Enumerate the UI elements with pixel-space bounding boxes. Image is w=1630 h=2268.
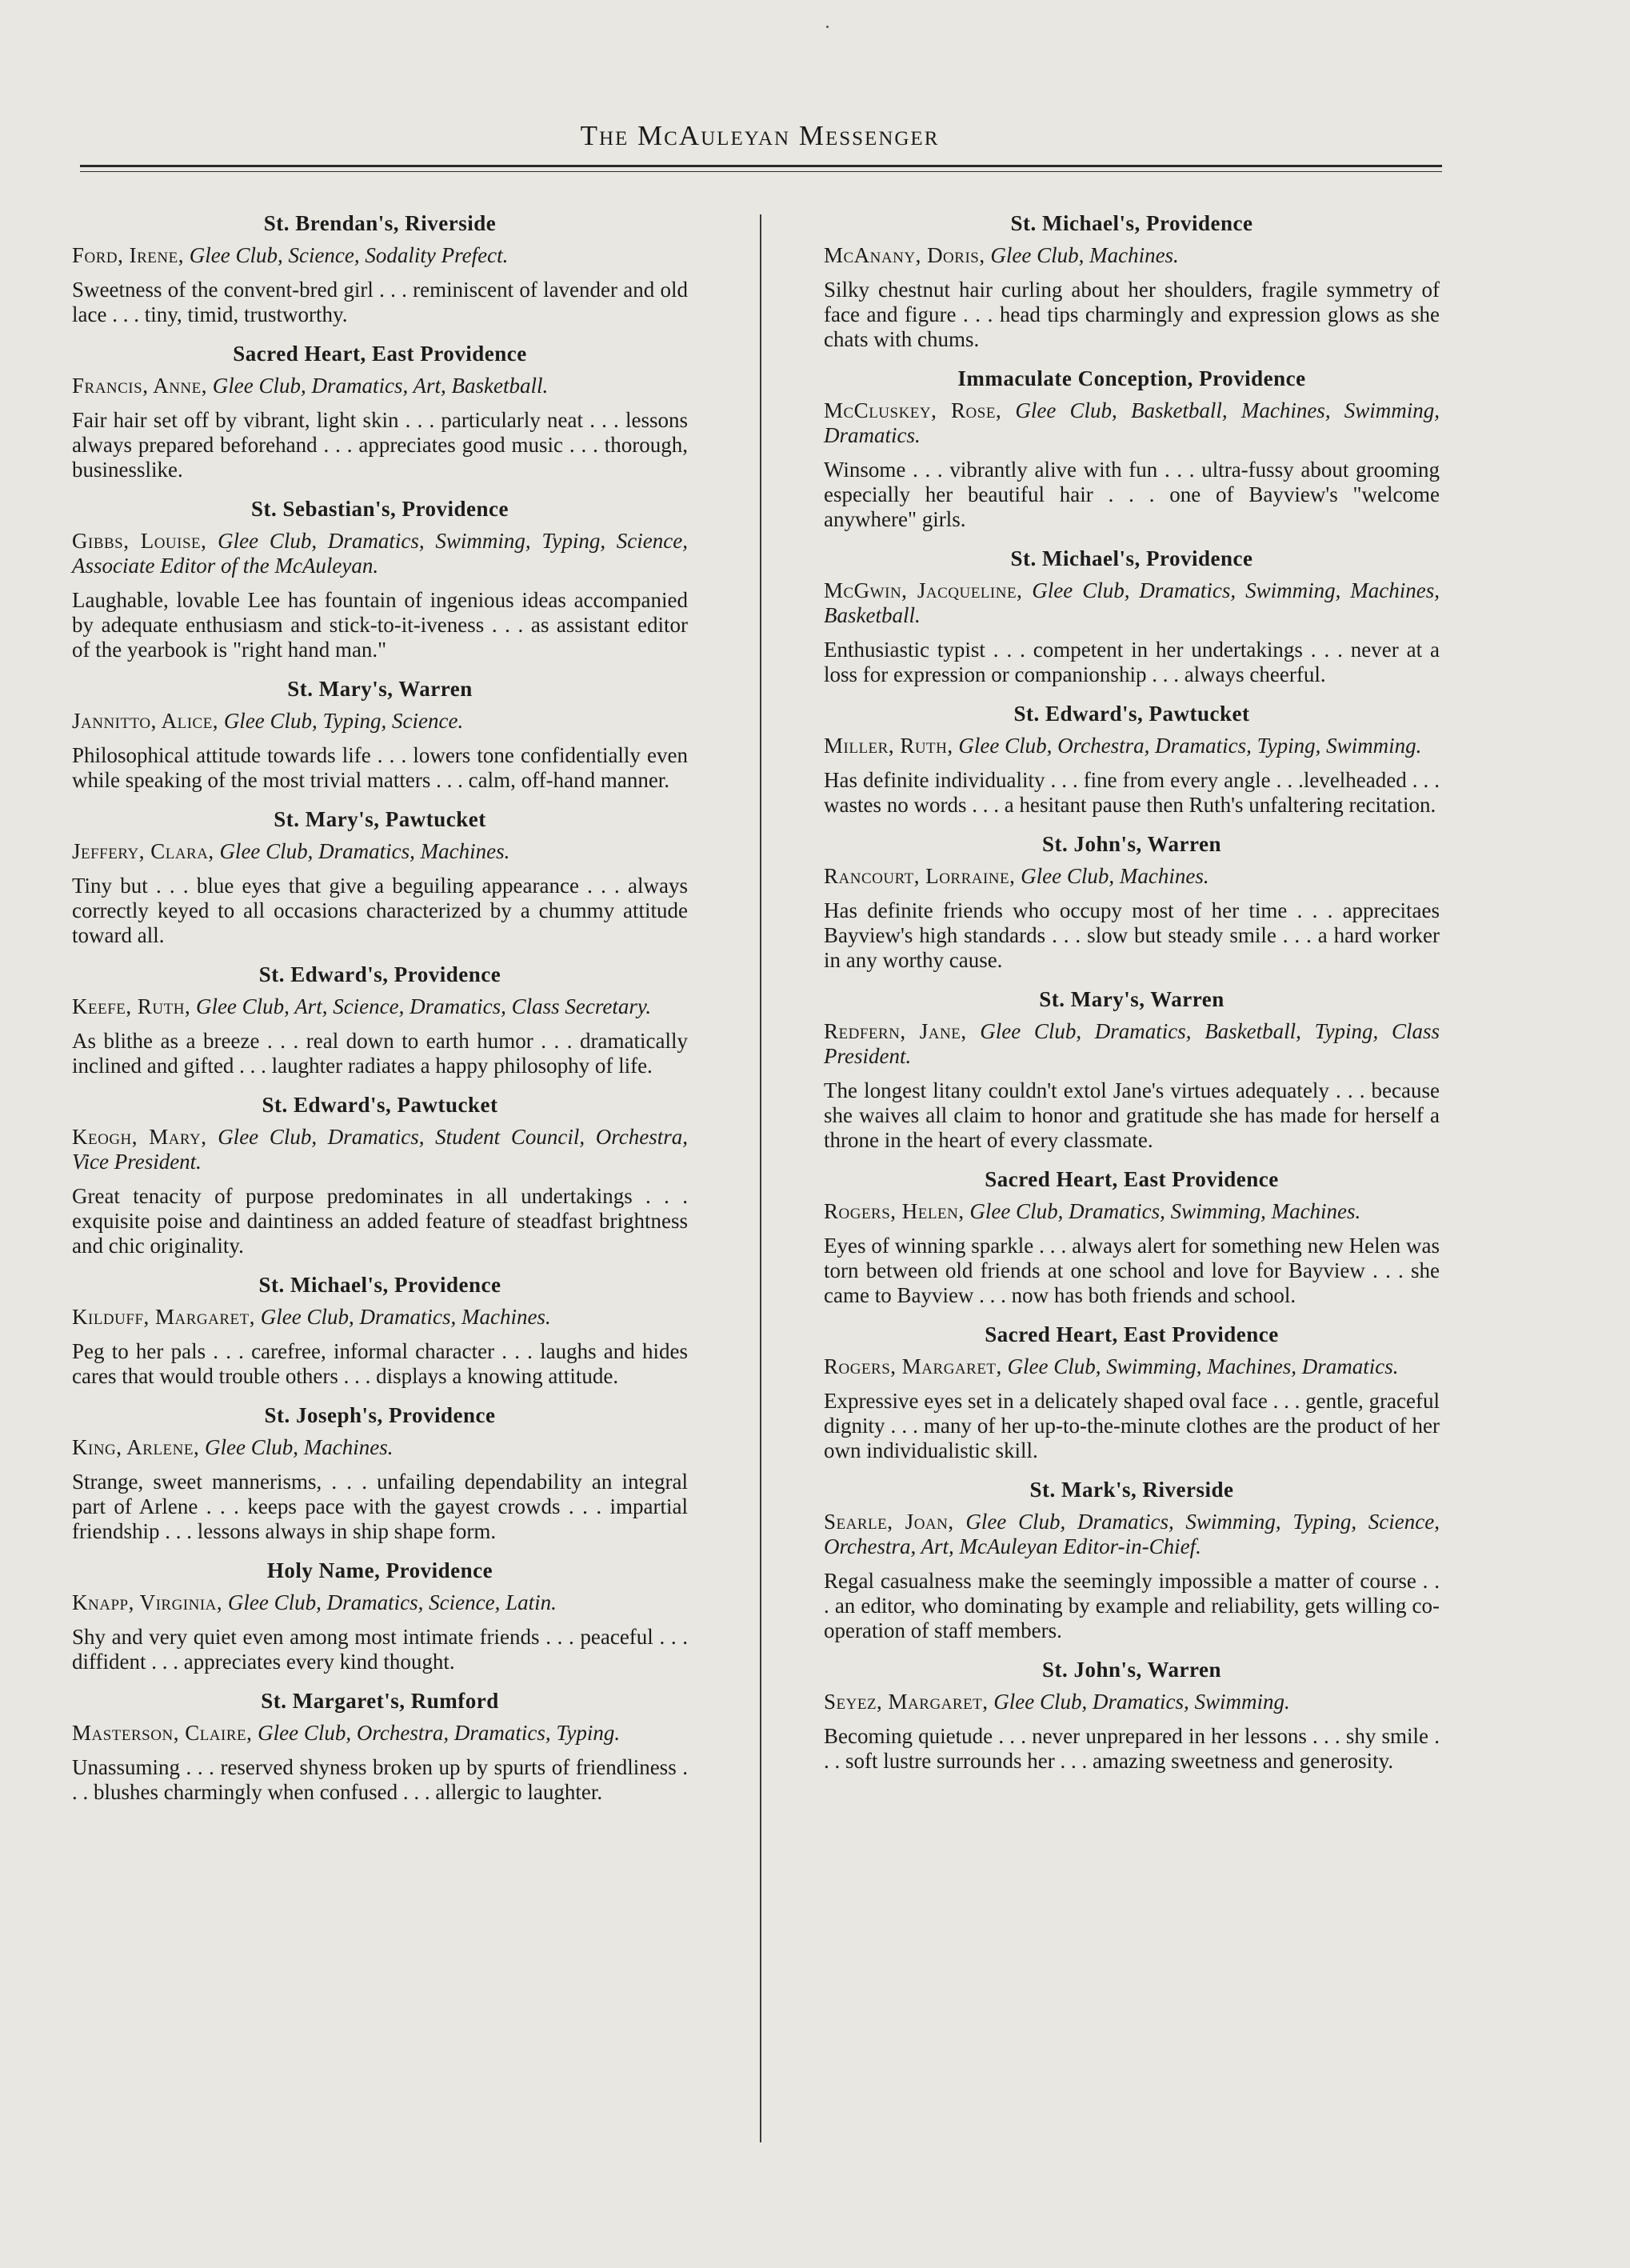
student-name: Seyez, Margaret, (824, 1690, 989, 1714)
student-entry (824, 1656, 1440, 1774)
parish-heading: St. Mary's, Warren (1039, 987, 1224, 1011)
student-name: McAnany, Doris, (824, 243, 985, 267)
student-entry (824, 1321, 1440, 1463)
student-entry (72, 210, 688, 327)
parish-heading: St. John's, Warren (1041, 1658, 1222, 1682)
student-entry (824, 700, 1440, 818)
student-name-line (824, 1354, 1440, 1379)
parish-heading: Holy Name, Providence (266, 1558, 493, 1582)
student-description: Winsome . . . vibrantly alive with fun . . . ultra-fussy about grooming especially her beautiful hair . . . one of Bayview's "welcome anywhere" girls. (824, 458, 1440, 531)
student-name: Rancourt, Lorraine, (824, 864, 1016, 888)
student-activities: Glee Club, Dramatics, Machines. (219, 839, 510, 863)
parish-heading: Sacred Heart, East Providence (985, 1322, 1279, 1346)
student-name-line (824, 1690, 1440, 1714)
student-description: Fair hair set off by vibrant, light skin . . . particularly neat . . . lessons always prepared beforehand . . . appreciates good music . . . thorough, businesslike. (72, 408, 688, 482)
student-activities: Glee Club, Science, Sodality Prefect. (189, 243, 509, 267)
student-name-line (72, 839, 688, 864)
student-name-line (72, 994, 688, 1019)
student-name-line (824, 398, 1440, 448)
student-description: Peg to her pals . . . carefree, informal character . . . laughs and hides cares that would trouble others . . . displays a knowing attitude. (72, 1339, 688, 1388)
student-entry (824, 210, 1440, 352)
student-activities: Glee Club, Machines. (990, 243, 1179, 267)
student-activities: Glee Club, Dramatics, Swimming, Typing, Science, Associate Editor of the McAuleyan. (72, 529, 688, 578)
student-name: Jeffery, Clara, (72, 839, 214, 863)
student-activities: Glee Club, Swimming, Machines, Dramatics. (1007, 1354, 1399, 1378)
student-name: Keogh, Mary, (72, 1125, 207, 1149)
student-name-line (824, 1510, 1440, 1559)
student-description: Has definite friends who occupy most of her time . . . apprecitaes Bayview's high standards . . . slow but steady smile . . . a hard worker in any worthy cause. (824, 898, 1440, 972)
student-name: King, Arlene, (72, 1435, 200, 1459)
student-name-line (824, 1199, 1440, 1224)
student-activities: Glee Club, Dramatics, Basketball, Typing, Class President. (824, 1019, 1440, 1068)
student-entry (72, 806, 688, 948)
student-name-line (72, 529, 688, 578)
student-description: Expressive eyes set in a delicately shaped oval face . . . gentle, graceful dignity . . . many of her up-to-the-minute clothes are the product of her own individualistic skill. (824, 1389, 1440, 1462)
parish-heading: St. Edward's, Pawtucket (1013, 702, 1250, 726)
student-name: Rogers, Helen, (824, 1199, 965, 1223)
student-description: Unassuming . . . reserved shyness broken up by spurts of friendliness . . . blushes charmingly when confused . . . allergic to laughter. (72, 1755, 688, 1804)
student-name: Kilduff, Margaret, (72, 1305, 255, 1329)
student-entry (72, 1091, 688, 1258)
parish-heading: St. Edward's, Providence (258, 962, 501, 986)
student-activities: Glee Club, Machines. (1021, 864, 1209, 888)
student-description: Laughable, lovable Lee has fountain of ingenious ideas accompanied by adequate enthusiasm and stick-to-it-iveness . . . as assistant editor of the yearbook is "right hand man." (72, 588, 688, 662)
parish-heading: St. Mark's, Riverside (1029, 1478, 1234, 1502)
student-name-line (824, 243, 1440, 268)
student-entry (824, 365, 1440, 532)
student-entry (72, 1687, 688, 1805)
student-entry (72, 1557, 688, 1674)
parish-heading: St. Edward's, Pawtucket (262, 1093, 498, 1117)
student-entry (824, 1166, 1440, 1308)
parish-heading: Sacred Heart, East Providence (233, 342, 527, 366)
student-description: The longest litany couldn't extol Jane's virtues adequately . . . because she waives all claim to honor and gratitude she has made for herself a throne in the heart of every classmate. (824, 1078, 1440, 1152)
student-name: Redfern, Jane, (824, 1019, 967, 1043)
student-description: Sweetness of the convent-bred girl . . . reminiscent of lavender and old lace . . . tiny, timid, trustworthy. (72, 278, 688, 326)
student-description: Great tenacity of purpose predominates in all undertakings . . . exquisite poise and daintiness an added feature of steadfast brightness and chic originality. (72, 1184, 688, 1258)
column-divider (760, 214, 761, 2142)
student-name-line (72, 1721, 688, 1746)
header-rule-thin (80, 171, 1442, 172)
student-name: Searle, Joan, (824, 1510, 954, 1534)
student-name-line (824, 864, 1440, 889)
parish-heading: Sacred Heart, East Providence (985, 1167, 1279, 1191)
student-entry (72, 961, 688, 1078)
student-name-line (72, 243, 688, 268)
student-entry (72, 340, 688, 482)
student-activities: Glee Club, Basketball, Machines, Swimming, Dramatics. (824, 398, 1440, 447)
student-activities: Glee Club, Dramatics, Science, Latin. (227, 1590, 557, 1614)
parish-heading: St. Mary's, Warren (287, 677, 473, 701)
student-entry (72, 1271, 688, 1389)
student-description: As blithe as a breeze . . . real down to earth humor . . . dramatically inclined and gifted . . . laughter radiates a happy philosophy of life. (72, 1029, 688, 1078)
parish-heading: St. John's, Warren (1041, 832, 1222, 856)
student-description: Silky chestnut hair curling about her shoulders, fragile symmetry of face and figure . . . head tips charmingly and expression glows as she chats with chums. (824, 278, 1440, 351)
student-entry (72, 1402, 688, 1544)
student-name: Jannitto, Alice, (72, 709, 219, 733)
student-description: Shy and very quiet even among most intimate friends . . . peaceful . . . diffident . . . appreciates every kind thought. (72, 1625, 688, 1674)
page-header: The McAuleyan Messenger (580, 120, 940, 151)
student-name: McCluskey, Rose, (824, 398, 1002, 422)
student-name-line (72, 1590, 688, 1615)
student-activities: Glee Club, Dramatics, Swimming, Machines. (969, 1199, 1361, 1223)
page-speck (826, 26, 829, 28)
student-name: Ford, Irene, (72, 243, 184, 267)
parish-heading: St. Michael's, Providence (1010, 211, 1253, 235)
right-column (824, 210, 1440, 1786)
student-name-line (72, 1305, 688, 1330)
student-description: Enthusiastic typist . . . competent in her undertakings . . . never at a loss for expression or companionship . . . always cheerful. (824, 638, 1440, 686)
parish-heading: St. Margaret's, Rumford (261, 1689, 499, 1713)
student-activities: Glee Club, Dramatics, Art, Basketball. (212, 374, 549, 398)
parish-heading: Immaculate Conception, Providence (957, 366, 1306, 390)
student-description: Regal casualness make the seemingly impossible a matter of course . . . an editor, who dominating by example and reliability, gets willing co-operation of staff members. (824, 1569, 1440, 1642)
student-name: Francis, Anne, (72, 374, 208, 398)
parish-heading: St. Michael's, Providence (258, 1273, 501, 1297)
student-activities: Glee Club, Dramatics, Machines. (260, 1305, 551, 1329)
student-name-line (72, 1125, 688, 1174)
student-description: Tiny but . . . blue eyes that give a beguiling appearance . . . always correctly keyed to all occasions characterized by a chummy attitude toward all. (72, 874, 688, 947)
student-activities: Glee Club, Dramatics, Swimming. (993, 1690, 1290, 1714)
student-entry (72, 495, 688, 662)
student-name-line (824, 578, 1440, 628)
student-name: Miller, Ruth, (824, 734, 953, 758)
parish-heading: St. Mary's, Pawtucket (274, 807, 486, 831)
student-description: Has definite individuality . . . fine from every angle . . .levelheaded . . . wastes no words . . . a hesitant pause then Ruth's unfaltering recitation. (824, 768, 1440, 817)
student-activities: Glee Club, Orchestra, Dramatics, Typing, Swimming. (958, 734, 1422, 758)
student-entry (824, 830, 1440, 973)
student-name-line (72, 374, 688, 398)
header-rule-thick (80, 165, 1442, 167)
student-name: McGwin, Jacqueline, (824, 578, 1023, 602)
student-name: Gibbs, Louise, (72, 529, 207, 553)
parish-heading: St. Michael's, Providence (1010, 546, 1253, 570)
student-activities: Glee Club, Typing, Science. (223, 709, 464, 733)
student-entry (824, 1476, 1440, 1643)
student-description: Becoming quietude . . . never unprepared in her lessons . . . shy smile . . . soft lustre surrounds her . . . amazing sweetness and generosity. (824, 1724, 1440, 1773)
left-column (72, 210, 688, 1818)
student-activities: Glee Club, Orchestra, Dramatics, Typing. (258, 1721, 621, 1745)
student-activities: Glee Club, Dramatics, Swimming, Machines, Basketball. (824, 578, 1440, 627)
parish-heading: St. Brendan's, Riverside (263, 211, 497, 235)
student-entry (72, 675, 688, 793)
parish-heading: St. Joseph's, Providence (264, 1403, 496, 1427)
student-name-line (824, 734, 1440, 758)
student-activities: Glee Club, Dramatics, Swimming, Typing, Science, Orchestra, Art, McAuleyan Editor-in-Chief. (824, 1510, 1440, 1558)
student-description: Strange, sweet mannerisms, . . . unfailing dependability an integral part of Arlene . . . keeps pace with the gayest crowds . . . impartial friendship . . . lessons always in ship shape form. (72, 1470, 688, 1543)
parish-heading: St. Sebastian's, Providence (250, 497, 509, 521)
student-name: Keefe, Ruth, (72, 994, 191, 1018)
student-description: Philosophical attitude towards life . . . lowers tone confidentially even while speaking of the most trivial matters . . . calm, off-hand manner. (72, 743, 688, 792)
student-activities: Glee Club, Machines. (205, 1435, 394, 1459)
student-name: Masterson, Claire, (72, 1721, 253, 1745)
student-name-line (824, 1019, 1440, 1069)
student-activities: Glee Club, Dramatics, Student Council, Orchestra, Vice President. (72, 1125, 688, 1174)
student-name-line (72, 709, 688, 734)
student-entry (824, 986, 1440, 1153)
student-activities: Glee Club, Art, Science, Dramatics, Class Secretary. (195, 994, 652, 1018)
student-description: Eyes of winning sparkle . . . always alert for something new Helen was torn between old friends at one school and love for Bayview . . . she came to Bayview . . . now has both friends and school. (824, 1234, 1440, 1307)
student-entry (824, 545, 1440, 687)
student-name: Knapp, Virginia, (72, 1590, 223, 1614)
student-name: Rogers, Margaret, (824, 1354, 1002, 1378)
student-name-line (72, 1435, 688, 1460)
